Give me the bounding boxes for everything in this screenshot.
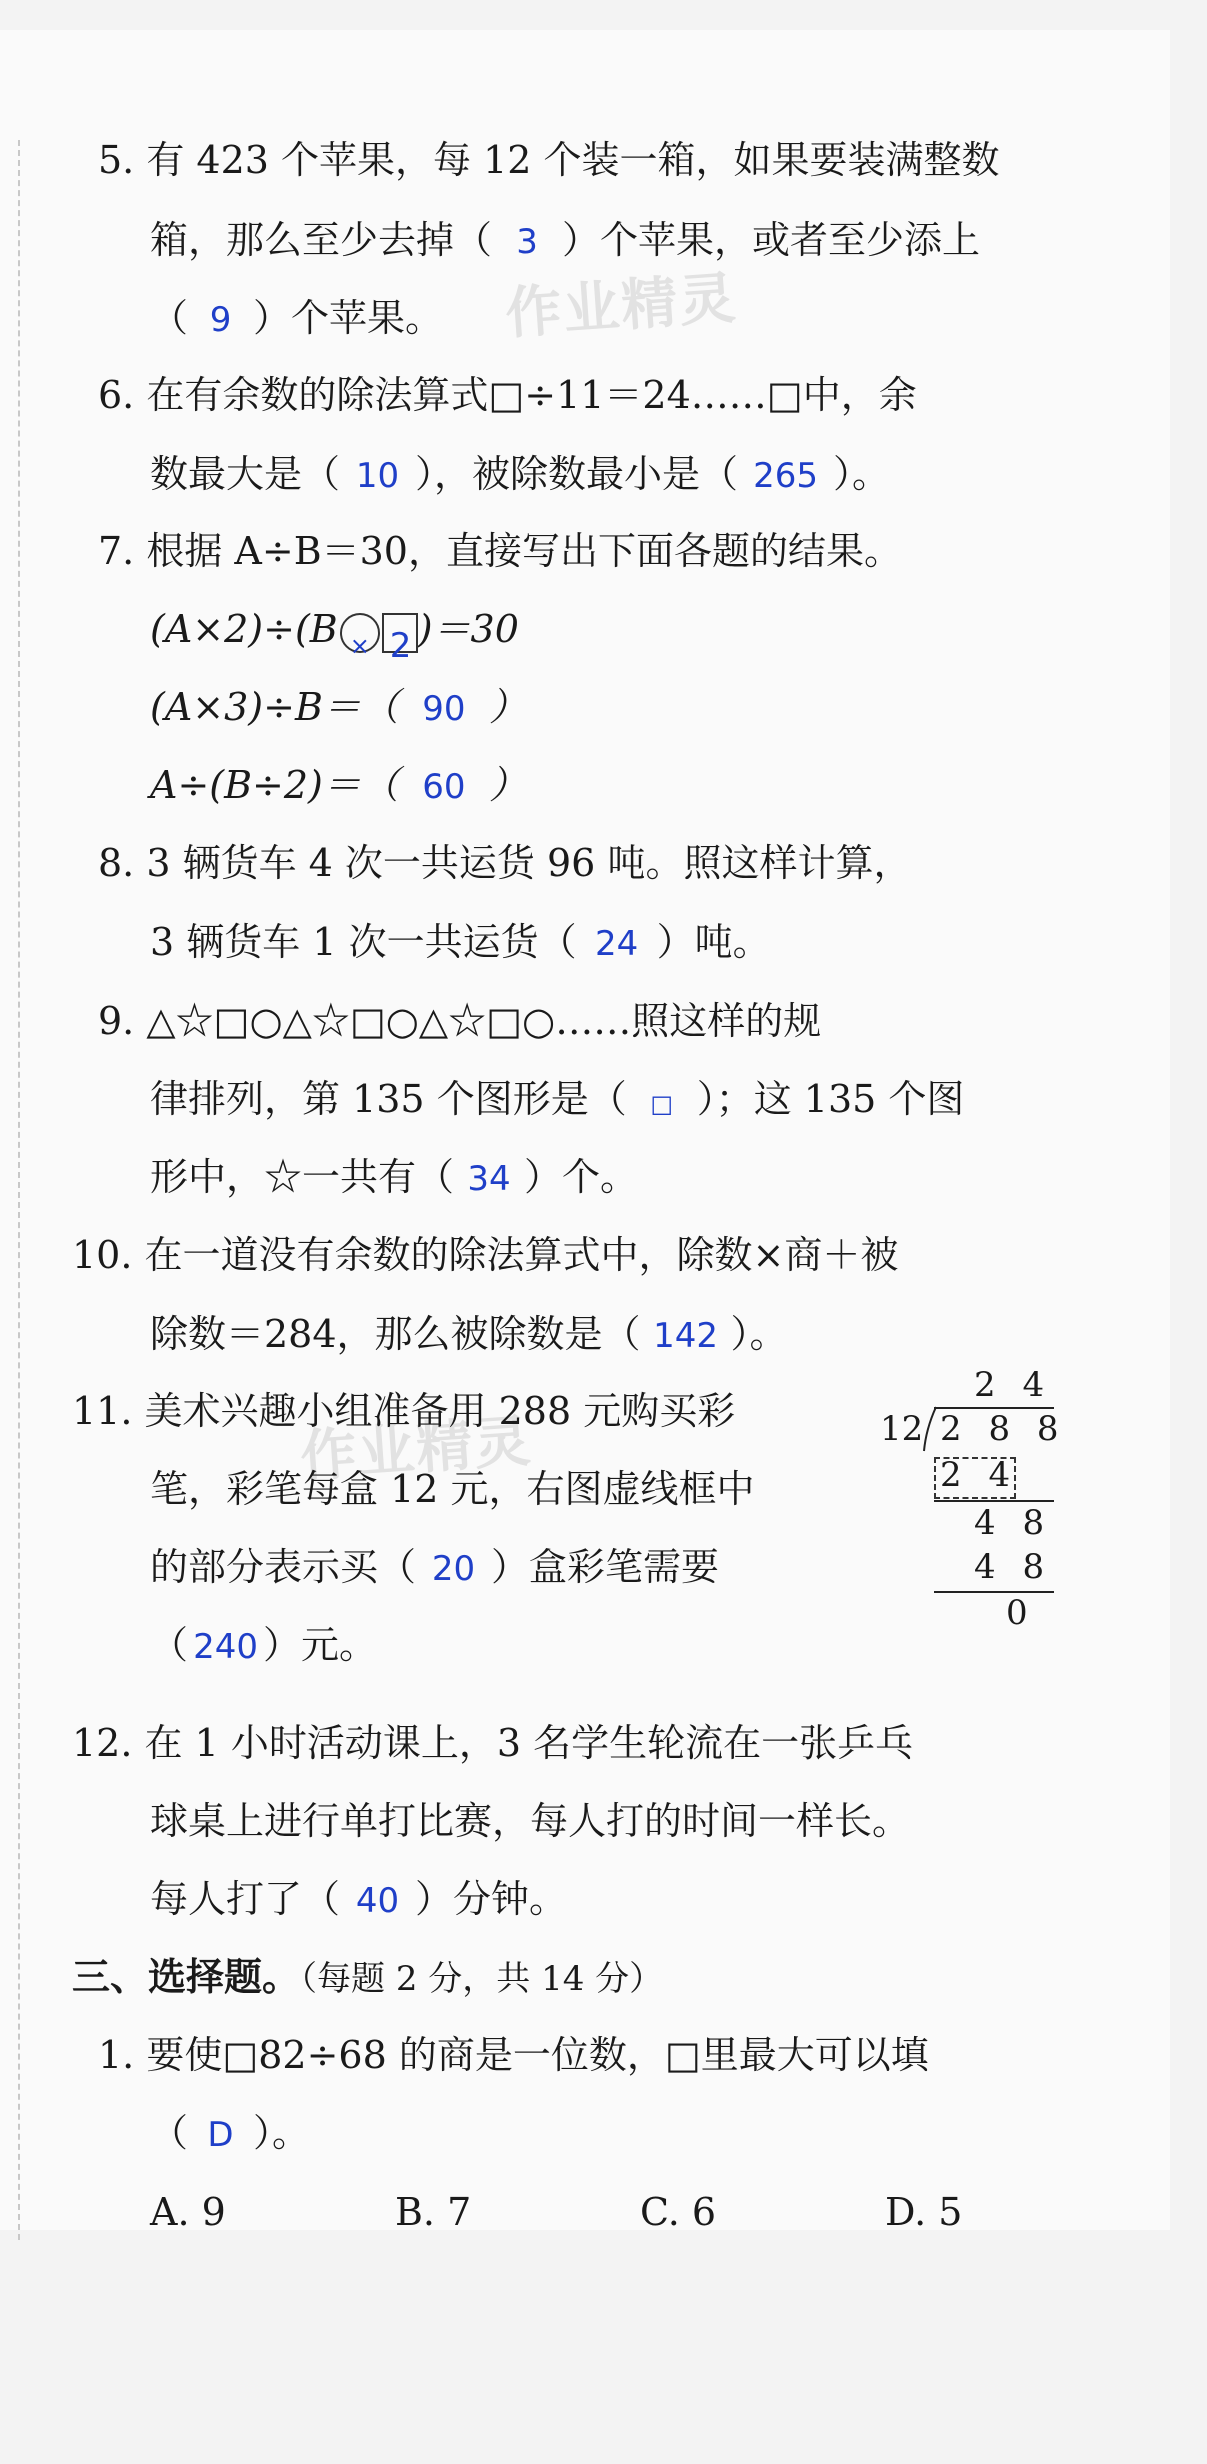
q8-answer: 24 — [594, 924, 639, 964]
watermark: 作业精灵 — [298, 1408, 535, 1491]
q7-text: A÷(B÷2)＝（ — [150, 763, 399, 807]
q11-line3 — [150, 1542, 719, 1594]
q12-line1: 12. 在 1 小时活动课上，3 名学生轮流在一张乒乓 — [72, 1721, 914, 1765]
q10-text: 除数＝284，那么被除数是（ — [150, 1312, 641, 1356]
ld-quotient: 2 4 — [974, 1365, 1053, 1405]
q11-answer-2: 240 — [193, 1627, 258, 1667]
q8-text: 3 辆货车 1 次一共运货（ — [150, 920, 577, 964]
q10-text: ）。 — [730, 1312, 788, 1356]
margin-dashed-line — [18, 140, 20, 2240]
q12-answer: 40 — [355, 1881, 400, 1921]
q10-line1: 10. 在一道没有余数的除法算式中，除数×商＋被 — [72, 1233, 899, 1277]
ld-bracket — [922, 1405, 942, 1453]
q9-line2 — [150, 1074, 964, 1129]
section-3-heading — [72, 1952, 663, 2004]
q7-line4 — [150, 760, 527, 812]
q11-text: 的部分表示买（ — [150, 1545, 417, 1589]
q12-text: 每人打了（ — [150, 1877, 341, 1921]
q6-text: ）。 — [833, 452, 891, 496]
q8-line2 — [150, 917, 771, 969]
ld-rule-2 — [934, 1591, 1054, 1593]
q5-line3 — [150, 293, 443, 345]
q10-answer: 142 — [653, 1316, 718, 1356]
q9-text: ）；这 135 个图 — [696, 1077, 965, 1121]
q7-text: (A×2)÷(B — [150, 607, 338, 651]
choice-option-c: C. 6 — [640, 2190, 717, 2234]
q11-text: （ — [150, 1623, 189, 1667]
long-division-figure — [880, 1365, 1067, 1635]
ld-rule-1 — [934, 1500, 1054, 1502]
ld-dividend: 2 8 8 — [940, 1409, 1067, 1449]
q11-text: ）元。 — [263, 1623, 378, 1667]
q6-text: 数最大是（ — [150, 452, 341, 496]
c1-text: （ — [150, 2111, 189, 2155]
ld-step1: 2 4 — [940, 1455, 1019, 1495]
q8-text: ）吨。 — [656, 920, 771, 964]
q9-answer-2: 34 — [467, 1159, 511, 1199]
q7-text: (A×3)÷B＝（ — [150, 685, 399, 729]
c1-line1: 1. 要使□82÷68 的商是一位数，□里最大可以填 — [98, 2033, 929, 2077]
q11-line4 — [150, 1620, 377, 1672]
q5-text: 箱，那么至少去掉（ — [150, 218, 493, 262]
q5-answer-1: 3 — [516, 222, 538, 262]
q7-answer-3: 90 — [422, 689, 466, 729]
choice-option-b: B. 7 — [395, 2190, 472, 2234]
watermark: 作业精灵 — [503, 265, 740, 348]
ld-remainder: 0 — [1006, 1593, 1036, 1633]
q6-line1: 6. 在有余数的除法算式□÷11＝24……□中，余 — [98, 373, 917, 417]
c1-text: ）。 — [253, 2111, 311, 2155]
q9-line3 — [150, 1152, 638, 1204]
c1-answer: D — [207, 2115, 234, 2155]
c1-line2 — [150, 2108, 310, 2160]
q11-line1: 11. 美术兴趣小组准备用 288 元购买彩 — [72, 1389, 736, 1433]
q9-answer-1: □ — [650, 1090, 674, 1118]
choice-option-a: A. 9 — [150, 2190, 226, 2234]
q7-text: ） — [488, 763, 527, 807]
q8-line1: 8. 3 辆货车 4 次一共运货 96 吨。照这样计算， — [98, 841, 912, 885]
ld-divisor: 12 — [880, 1409, 924, 1449]
q9-text: 律排列，第 135 个图形是（ — [150, 1077, 627, 1121]
q11-text: ）盒彩笔需要 — [491, 1545, 720, 1589]
q5-text: ）个苹果。 — [253, 296, 444, 340]
ld-step3: 4 8 — [974, 1547, 1053, 1587]
choice-option-d: D. 5 — [885, 2190, 963, 2234]
q5-line1: 5. 有 423 个苹果，每 12 个装一箱，如果要装满整数 — [98, 138, 1000, 182]
q10-line2 — [150, 1309, 788, 1361]
q11-line2: 笔，彩笔每盒 12 元，右图虚线框中 — [150, 1467, 755, 1511]
q7-text: )＝30 — [417, 607, 519, 651]
q5-text: ）个苹果，或者至少添上 — [562, 218, 981, 262]
q12-text: ）分钟。 — [415, 1877, 568, 1921]
q6-line2 — [150, 449, 890, 501]
q6-answer-2: 265 — [753, 456, 818, 496]
q7-operator-answer: × — [349, 631, 370, 660]
q7-box-answer: 2 — [389, 625, 412, 666]
q7-number-box — [382, 613, 418, 666]
q7-answer-4: 60 — [422, 767, 466, 807]
q5-line2 — [150, 215, 980, 267]
q9-line1: 9. △☆□○△☆□○△☆□○……照这样的规 — [98, 999, 822, 1043]
q12-line3 — [150, 1874, 567, 1926]
ld-step2: 4 8 — [974, 1503, 1053, 1543]
q5-answer-2: 9 — [209, 300, 232, 340]
section-title: 三、选择题。 — [72, 1955, 301, 1999]
q9-text: ）个。 — [524, 1155, 639, 1199]
q6-answer-1: 10 — [355, 456, 400, 496]
q7-line3 — [150, 682, 527, 734]
q7-operator-circle — [340, 613, 380, 660]
q7-line2 — [150, 604, 519, 666]
q5-text: （ — [150, 296, 189, 340]
q9-text: 形中，☆一共有（ — [150, 1155, 455, 1199]
section-note: （每题 2 分，共 14 分） — [300, 1959, 664, 1999]
q7-line1: 7. 根据 A÷B＝30，直接写出下面各题的结果。 — [98, 529, 902, 573]
q11-answer-1: 20 — [431, 1549, 476, 1589]
q6-text: ），被除数最小是（ — [415, 452, 739, 496]
q7-text: ） — [488, 685, 527, 729]
q12-line2: 球桌上进行单打比赛，每人打的时间一样长。 — [150, 1799, 911, 1843]
